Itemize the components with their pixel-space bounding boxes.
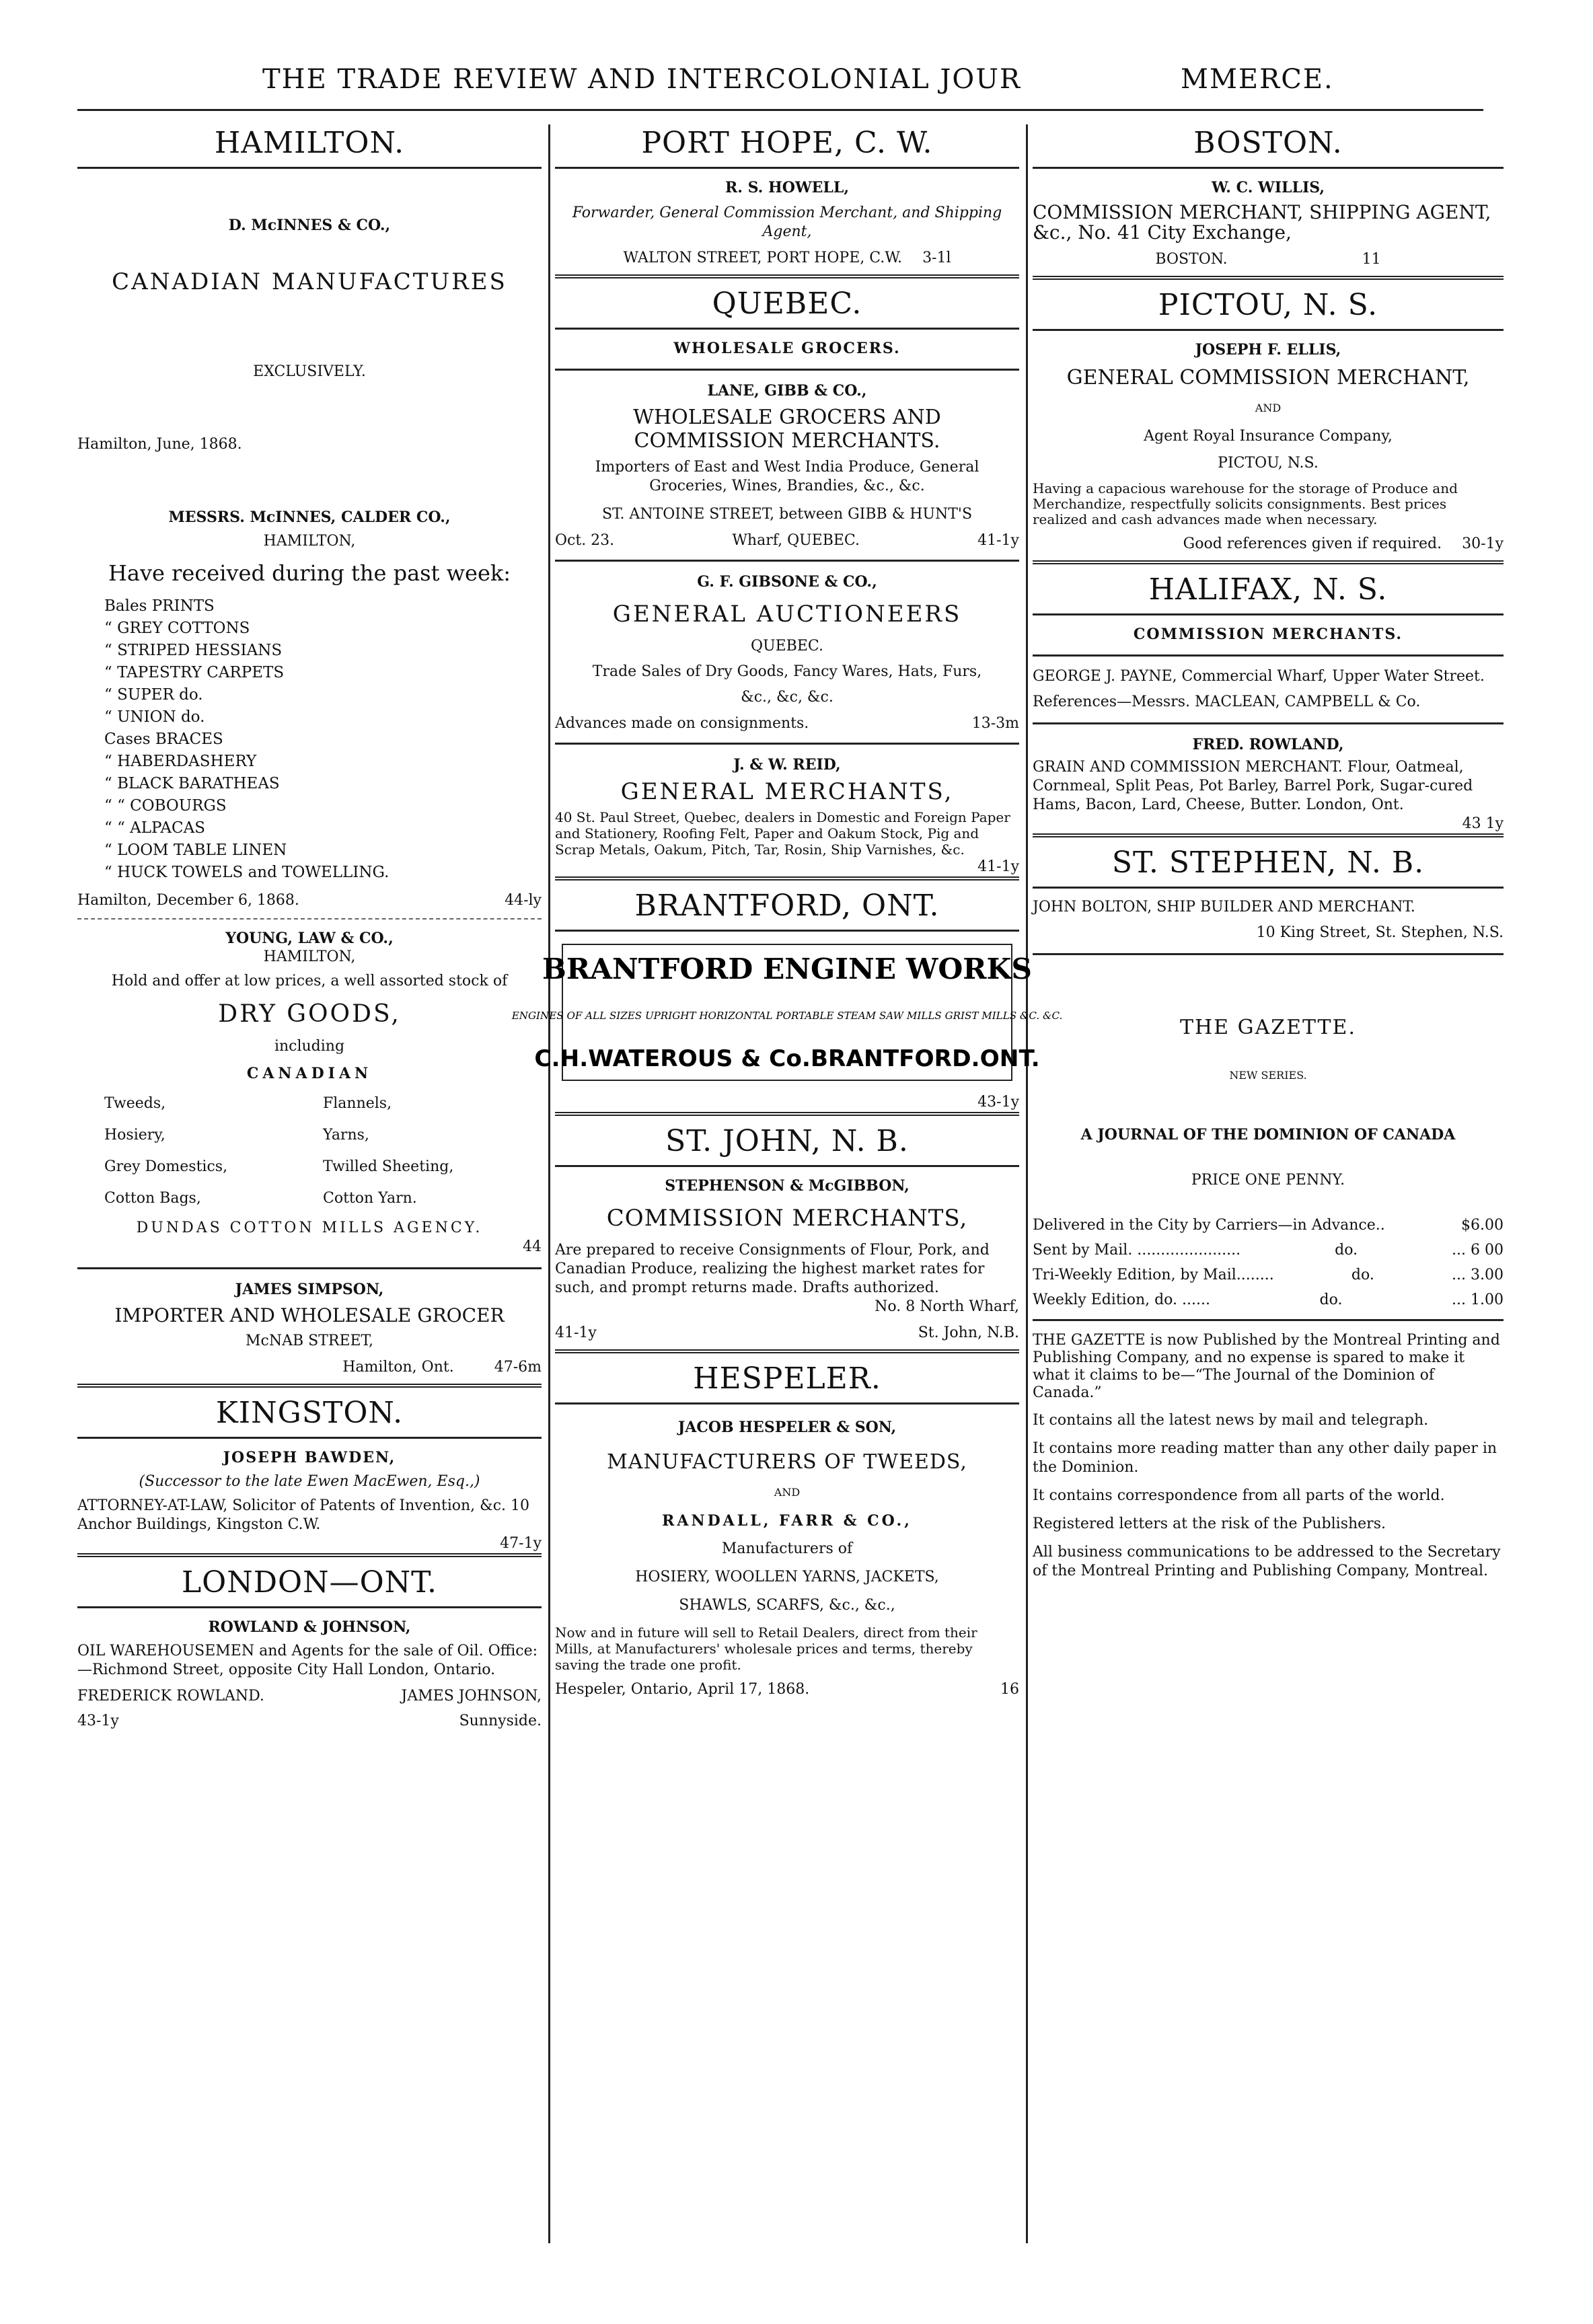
section-heading-hespeler: HESPELER. bbox=[555, 1349, 1019, 1404]
list-item: “ UNION do. bbox=[104, 708, 205, 726]
ad-ref: 43-1y bbox=[77, 1713, 119, 1729]
ad-location: HAMILTON, bbox=[263, 948, 356, 965]
ad-text: CANADIAN bbox=[246, 1065, 373, 1082]
ad-ref: 44 bbox=[523, 1238, 542, 1255]
ad-text: Advances made on consignments. bbox=[555, 715, 809, 732]
ad-text: Good references given if required. bbox=[1183, 535, 1442, 552]
list-item: Cases BRACES bbox=[104, 730, 223, 748]
ad-text: AND bbox=[774, 1486, 801, 1499]
ad-text: JOHN BOLTON, SHIP BUILDER AND MERCHANT. bbox=[1033, 899, 1415, 915]
list-item: Cotton Yarn. bbox=[323, 1190, 417, 1207]
advertiser-name: JAMES SIMPSON, bbox=[235, 1281, 384, 1298]
ad-text: Hold and offer at low prices, a well assorted stock of bbox=[111, 973, 508, 989]
ad-text: It contains more reading matter than any other daily paper in the Dominion. bbox=[1033, 1440, 1497, 1476]
ad-footer bbox=[77, 892, 542, 909]
brantford-engine-works-logo bbox=[511, 944, 1063, 1081]
rate-do: do. bbox=[1319, 1291, 1343, 1308]
list-item: “ STRIPED HESSIANS bbox=[104, 642, 283, 659]
ad-ref: 43 1y bbox=[1462, 815, 1504, 832]
advertiser-name: RANDALL, FARR & CO., bbox=[662, 1512, 912, 1530]
ad-date: Hamilton, June, 1868. bbox=[77, 436, 242, 453]
ad-text: Trade Sales of Dry Goods, Fancy Wares, Hats, Furs, bbox=[592, 663, 982, 680]
list-item: “ HABERDASHERY bbox=[104, 753, 257, 770]
section-heading-port-hope: PORT HOPE, C. W. bbox=[555, 118, 1019, 169]
ad-text: 40 St. Paul Street, Quebec, dealers in Domestic and Foreign Paper and Stationery, Roofing Felt, Paper and Oakum Stock, Pig and Scrap Metals, Oakum, Pitch, Tar, Rosin, Ship Varnishes, &c. bbox=[555, 809, 1010, 858]
list-item: Cotton Bags, bbox=[104, 1190, 201, 1207]
advertiser-name: W. C. WILLIS, bbox=[1211, 179, 1325, 196]
ad-text: Importers of East and West India Produce, General Groceries, Wines, Brandies, &c., &c. bbox=[595, 459, 979, 494]
section-heading-brantford: BRANTFORD, ONT. bbox=[555, 876, 1019, 932]
section-heading-hamilton: HAMILTON. bbox=[77, 118, 542, 169]
ad-ref: 41-1y bbox=[977, 858, 1019, 875]
divider bbox=[555, 743, 1019, 745]
ad-text: NEW SERIES. bbox=[1229, 1069, 1307, 1082]
ad-headline: MANUFACTURERS OF TWEEDS, bbox=[607, 1450, 967, 1474]
rate-value: ... 6 00 bbox=[1452, 1242, 1504, 1259]
masthead-title: THE TRADE REVIEW AND INTERCOLONIAL JOUR bbox=[262, 64, 1022, 95]
ad-footer bbox=[1033, 535, 1504, 552]
ad-headline: GENERAL AUCTIONEERS bbox=[612, 601, 962, 628]
advertiser-name: YOUNG, LAW & CO., bbox=[225, 930, 394, 947]
ad-text: ATTORNEY-AT-LAW, Solicitor of Patents of Invention, &c. 10 Anchor Buildings, Kingston C.W. bbox=[77, 1497, 530, 1533]
list-item: “ GREY COTTONS bbox=[104, 620, 250, 637]
ad-footer bbox=[77, 1713, 542, 1729]
advertiser-name: FREDERICK ROWLAND. bbox=[77, 1688, 264, 1704]
rate-row bbox=[1033, 1291, 1504, 1308]
advertiser-name: JACOB HESPELER & SON, bbox=[677, 1419, 897, 1436]
list-item: “ “ ALPACAS bbox=[104, 819, 205, 837]
ad-headline: IMPORTER AND WHOLESALE GROCER bbox=[114, 1304, 505, 1326]
ad-date: Hamilton, December 6, 1868. bbox=[77, 892, 299, 909]
section-heading-london: LONDON—ONT. bbox=[77, 1553, 542, 1608]
ad-ref: 43-1y bbox=[977, 1094, 1019, 1111]
ad-footer bbox=[555, 532, 1019, 549]
ad-text: OIL WAREHOUSEMEN and Agents for the sale of Oil. Office:—Richmond Street, opposite City Hall London, Ontario. bbox=[77, 1643, 538, 1678]
advertiser-name: G. F. GIBSONE & CO., bbox=[697, 573, 877, 591]
logo-subtitle: ENGINES OF ALL SIZES UPRIGHT HORIZONTAL PORTABLE STEAM SAW MILLS GRIST MILLS &C. &C. bbox=[511, 1010, 1063, 1022]
ad-ref: 47-6m bbox=[494, 1359, 542, 1376]
list-item: Tweeds, bbox=[104, 1095, 166, 1112]
ad-text: A JOURNAL OF THE DOMINION OF CANADA bbox=[1080, 1126, 1456, 1144]
advertiser-name: ROWLAND & JOHNSON, bbox=[208, 1618, 411, 1636]
list-item: Grey Domestics, bbox=[104, 1158, 228, 1175]
divider bbox=[1033, 953, 1504, 955]
rate-value: $6.00 bbox=[1461, 1217, 1504, 1234]
ad-category: COMMISSION MERCHANTS. bbox=[1133, 626, 1403, 643]
ad-footer bbox=[555, 250, 1019, 266]
ad-footer bbox=[77, 1688, 542, 1704]
ad-headline: WHOLESALE GROCERS AND COMMISSION MERCHANTS. bbox=[633, 406, 941, 453]
ad-text: Forwarder, General Commission Merchant, and Shipping Agent, bbox=[572, 204, 1002, 240]
goods-list bbox=[104, 595, 542, 884]
ad-headline: THE GAZETTE. bbox=[1180, 1016, 1356, 1039]
advertiser-name: J. & W. REID, bbox=[733, 756, 841, 774]
ad-headline: Have received during the past week: bbox=[108, 560, 511, 586]
ad-headline: GENERAL COMMISSION MERCHANT, bbox=[1066, 366, 1470, 389]
ad-text: EXCLUSIVELY. bbox=[253, 363, 366, 380]
ad-text: Are prepared to receive Consignments of Flour, Pork, and Canadian Produce, realizing the highest market rates for such, and prompt returns made. Drafts authorized. bbox=[555, 1242, 990, 1296]
ad-headline: CANADIAN MANUFACTURES bbox=[112, 268, 507, 295]
ad-text: SHAWLS, SCARFS, &c., &c., bbox=[679, 1597, 895, 1614]
ad-category: WHOLESALE GROCERS. bbox=[673, 340, 901, 357]
goods-grid bbox=[104, 1095, 542, 1207]
ad-text: including bbox=[274, 1038, 345, 1055]
ad-footer bbox=[555, 715, 1019, 732]
list-item: Hosiery, bbox=[104, 1127, 165, 1144]
ad-location: PICTOU, N.S. bbox=[1218, 455, 1319, 472]
ad-ref: 47-1y bbox=[500, 1535, 542, 1552]
section-heading-pictou: PICTOU, N. S. bbox=[1033, 276, 1504, 331]
ad-footer bbox=[77, 1359, 542, 1376]
ad-text: THE GAZETTE is now Published by the Montreal Printing and Publishing Company, and no expense is spared to make it what it claims to be—“The Journal of the Dominion of Canada.” bbox=[1033, 1332, 1500, 1401]
ad-text: References—Messrs. MACLEAN, CAMPBELL & Co. bbox=[1033, 694, 1421, 710]
ad-date: Oct. 23. bbox=[555, 532, 615, 549]
divider bbox=[1033, 722, 1504, 724]
logo-company: C.H.WATEROUS & Co.BRANTFORD.ONT. bbox=[534, 1045, 1040, 1072]
rate-label: Delivered in the City by Carriers—in Advance.. bbox=[1033, 1217, 1385, 1234]
list-item: “ HUCK TOWELS and TOWELLING. bbox=[104, 864, 390, 881]
rate-label: Tri-Weekly Edition, by Mail........ bbox=[1033, 1267, 1274, 1283]
section-heading-kingston: KINGSTON. bbox=[77, 1384, 542, 1439]
ad-location: Sunnyside. bbox=[459, 1713, 542, 1729]
logo-title: BRANTFORD ENGINE WORKS bbox=[542, 952, 1032, 985]
ad-text: It contains all the latest news by mail and telegraph. bbox=[1033, 1412, 1429, 1429]
ad-location: WALTON STREET, PORT HOPE, C.W. bbox=[623, 250, 903, 266]
ad-text: Manufacturers of bbox=[721, 1540, 853, 1557]
list-item: “ LOOM TABLE LINEN bbox=[104, 841, 287, 859]
ad-text: HOSIERY, WOOLLEN YARNS, JACKETS, bbox=[635, 1569, 939, 1585]
divider bbox=[555, 369, 1019, 371]
ad-headline: DRY GOODS, bbox=[218, 1000, 401, 1028]
list-item: Yarns, bbox=[323, 1127, 369, 1144]
ad-headline: COMMISSION MERCHANT, SHIPPING AGENT, &c., No. 41 City Exchange, bbox=[1033, 201, 1491, 243]
ad-text: Agent Royal Insurance Company, bbox=[1144, 428, 1393, 445]
ad-location: McNAB STREET, bbox=[245, 1333, 373, 1349]
column-1 bbox=[77, 118, 542, 2247]
divider bbox=[77, 1267, 542, 1269]
ad-text: Now and in future will sell to Retail Dealers, direct from their Mills, at Manufacturers' wholesale prices and terms, thereby saving the trade one profit. bbox=[555, 1624, 977, 1673]
ad-location: QUEBEC. bbox=[751, 638, 823, 654]
ad-headline: DUNDAS COTTON MILLS AGENCY. bbox=[136, 1220, 483, 1236]
section-heading-quebec: QUEBEC. bbox=[555, 274, 1019, 330]
list-item: Bales PRINTS bbox=[104, 597, 215, 615]
list-item: “ “ COBOURGS bbox=[104, 797, 227, 815]
rate-row bbox=[1033, 1217, 1504, 1234]
ad-location: 10 King Street, St. Stephen, N.S. bbox=[1256, 924, 1504, 941]
ad-text: It contains correspondence from all parts of the world. bbox=[1033, 1487, 1445, 1504]
divider bbox=[555, 560, 1019, 562]
ad-location: ST. ANTOINE STREET, between GIBB & HUNT'S bbox=[601, 506, 973, 523]
ad-ref: 3-1l bbox=[922, 250, 951, 266]
column-divider bbox=[1026, 124, 1028, 2243]
advertiser-name: R. S. HOWELL, bbox=[725, 179, 850, 196]
masthead-rule bbox=[77, 109, 1483, 111]
ad-location: St. John, N.B. bbox=[918, 1324, 1019, 1341]
ad-ref: 13-3m bbox=[971, 715, 1019, 732]
masthead bbox=[0, 0, 1593, 114]
ad-headline: COMMISSION MERCHANTS, bbox=[606, 1205, 968, 1232]
list-item: Twilled Sheeting, bbox=[323, 1158, 454, 1175]
rate-row bbox=[1033, 1242, 1504, 1259]
advertiser-name: MESSRS. McINNES, CALDER CO., bbox=[168, 509, 451, 526]
ad-date: Hespeler, Ontario, April 17, 1868. bbox=[555, 1681, 810, 1698]
ad-ref: 44-ly bbox=[505, 892, 542, 909]
section-heading-boston: BOSTON. bbox=[1033, 118, 1504, 169]
ad-footer bbox=[1033, 251, 1504, 268]
masthead-title-end: MMERCE. bbox=[1181, 64, 1334, 95]
section-heading-halifax: HALIFAX, N. S. bbox=[1033, 560, 1504, 615]
advertiser-name: JAMES JOHNSON, bbox=[401, 1688, 542, 1704]
ad-text: PRICE ONE PENNY. bbox=[1191, 1172, 1345, 1189]
column-3 bbox=[1033, 118, 1504, 2247]
divider bbox=[1033, 1319, 1504, 1321]
advertiser-name: FRED. ROWLAND, bbox=[1192, 736, 1344, 753]
list-item: “ TAPESTRY CARPETS bbox=[104, 664, 285, 681]
ad-ref: 30-1y bbox=[1462, 535, 1504, 552]
rate-value: ... 1.00 bbox=[1452, 1291, 1504, 1308]
ad-headline: GENERAL MERCHANTS, bbox=[620, 778, 954, 805]
logo-graphic bbox=[511, 945, 1063, 1080]
ad-footer bbox=[555, 1681, 1019, 1698]
rate-do: do. bbox=[1351, 1267, 1374, 1283]
list-item: “ BLACK BARATHEAS bbox=[104, 775, 280, 792]
ad-text: AND bbox=[1255, 402, 1282, 414]
column-divider bbox=[548, 124, 550, 2243]
ad-location: HAMILTON, bbox=[263, 533, 356, 550]
advertiser-name: STEPHENSON & McGIBBON, bbox=[665, 1177, 910, 1195]
advertiser-name: D. McINNES & CO., bbox=[228, 217, 391, 234]
ad-location: Wharf, QUEBEC. bbox=[732, 532, 860, 549]
divider bbox=[77, 918, 542, 920]
advertiser-name: JOSEPH BAWDEN, bbox=[223, 1449, 396, 1466]
ad-ref: 41-1y bbox=[555, 1324, 597, 1341]
rate-value: ... 3.00 bbox=[1452, 1267, 1504, 1283]
divider bbox=[1033, 654, 1504, 657]
ad-ref: 11 bbox=[1362, 251, 1381, 268]
ad-text: &c., &c, &c. bbox=[741, 689, 833, 706]
rate-label: Weekly Edition, do. ...... bbox=[1033, 1291, 1210, 1308]
rate-label: Sent by Mail. ...................... bbox=[1033, 1242, 1241, 1259]
section-heading-st-stephen: ST. STEPHEN, N. B. bbox=[1033, 833, 1504, 889]
ad-location: No. 8 North Wharf, bbox=[875, 1298, 1019, 1315]
ad-location: BOSTON. bbox=[1155, 251, 1228, 268]
ad-text: GEORGE J. PAYNE, Commercial Wharf, Upper Water Street. bbox=[1033, 668, 1485, 685]
list-item: “ SUPER do. bbox=[104, 686, 203, 704]
ad-footer bbox=[555, 1324, 1019, 1341]
rate-do: do. bbox=[1335, 1242, 1358, 1259]
ad-text: Having a capacious warehouse for the storage of Produce and Merchandize, respectfully solicits consignments. Best prices realized and cash advances made when necessary. bbox=[1033, 480, 1458, 527]
section-heading-st-john: ST. JOHN, N. B. bbox=[555, 1112, 1019, 1167]
advertiser-name: JOSEPH F. ELLIS, bbox=[1195, 341, 1341, 359]
ad-ref: 16 bbox=[1000, 1681, 1019, 1698]
ad-text: (Successor to the late Ewen MacEwen, Esq.,) bbox=[139, 1473, 480, 1490]
ad-location: Hamilton, Ont. bbox=[342, 1359, 454, 1376]
ad-text: GRAIN AND COMMISSION MERCHANT. Flour, Oatmeal, Cornmeal, Split Peas, Pot Barley, Barrel Pork, Sugar-cured Hams, Bacon, Lard, Cheese, Butter. London, Ont. bbox=[1033, 759, 1473, 813]
ad-ref: 41-1y bbox=[977, 532, 1019, 549]
ad-text: All business communications to be addressed to the Secretary of the Montreal Printing and Publishing Company, Montreal. bbox=[1033, 1544, 1501, 1579]
ad-text: Registered letters at the risk of the Publishers. bbox=[1033, 1515, 1386, 1532]
advertiser-name: LANE, GIBB & CO., bbox=[707, 382, 867, 400]
list-item: Flannels, bbox=[323, 1095, 392, 1112]
rate-row bbox=[1033, 1267, 1504, 1283]
